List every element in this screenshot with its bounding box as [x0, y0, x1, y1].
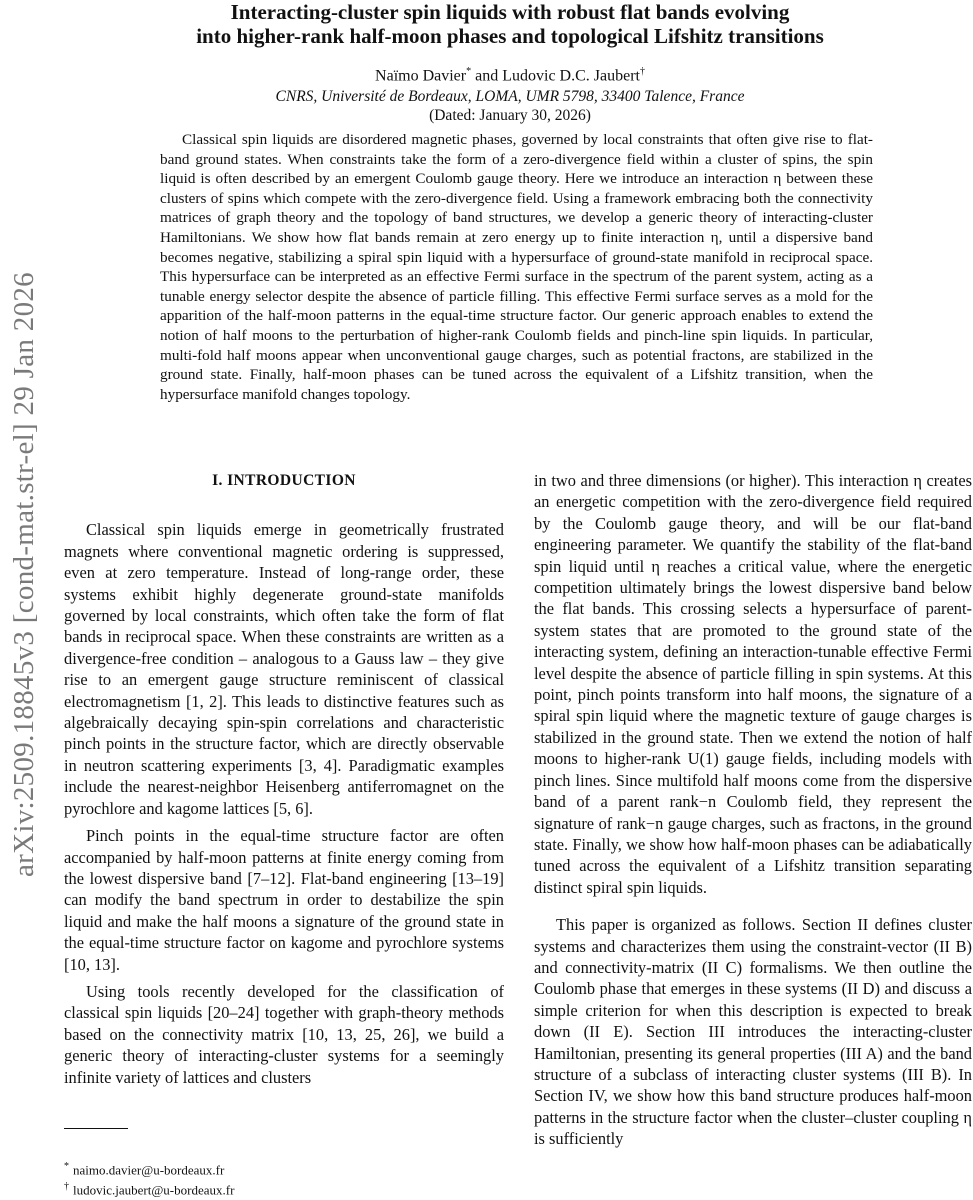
author-footnote-mark: * — [466, 66, 472, 77]
title-line-2: into higher-rank half-moon phases and topological Lifshitz transitions — [196, 24, 824, 48]
body-paragraph: in two and three dimensions (or higher). This interaction η creates an energetic competition with the zero-divergence field required by the Coulomb gauge theory, and will be our flat-band engineering parameter. We quantify the stability of the flat-band spin liquid until η reaches a critical value, where the energetic competition ultimately brings the lowest dispersive band below the flat bands. This crossing selects a hypersurface of parent-system states that are promoted to the ground state of the interacting system, defining an interaction-tunable effective Fermi level despite the absence of particle filling in spin systems. At this point, pinch points transform into half moons, the signature of a spiral spin liquid where the magnetic texture of gauge charges is stabilized in the ground state. Then we extend the notion of half moons to higher-rank U(1) gauge fields, including models with pinch lines. Since multifold half moons come from the dispersive band of a parent rank−n Coulomb field, they represent the signature of rank−n gauge charges, such as fractons, in the ground state. Finally, we show how half-moon phases can be adiabatically tuned across the equivalent of a Lifshitz transition separating distinct spiral spin liquids. — [534, 471, 972, 897]
abstract: Classical spin liquids are disordered magnetic phases, governed by local constraints that often give rise to flat-band ground states. When constraints take the form of a zero-divergence field within a cluster of spins, the spin liquid is often described by an emergent Coulomb gauge theory. Here we introduce an interaction η between these clusters of spins which compete with the zero-divergence field. Using a framework embracing both the connectivity matrices of graph theory and the topology of band structures, we develop a generic theory of interacting-cluster Hamiltonians. We show how flat bands remain at zero energy up to finite interaction η, until a dispersive band becomes negative, stabilizing a spiral spin liquid with a hypersurface of ground-state manifold in reciprocal space. This hypersurface can be interpreted as an effective Fermi surface in the spectrum of the parent system, acting as a tunable energy selector despite the absence of particle filling. This effective Fermi surface serves as a mold for the apparition of the half-moon patterns in the equal-time structure factor. Our generic approach enables to extend the notion of half moons to the perturbation of higher-rank Coulomb fields and pinch-line spin liquids. In particular, multi-fold half moons appear when unconventional gauge charges, such as potential fractons, are stabilized in the ground state. Finally, half-moon phases can be tuned across the equivalent of a Lifshitz transition, when the hypersurface manifold changes topology. — [160, 131, 873, 403]
author-footnote-mark: † — [639, 66, 645, 77]
footnote-item — [64, 1158, 504, 1178]
author-name: Naïmo Davier — [375, 67, 467, 85]
body-paragraph: Using tools recently developed for the classification of classical spin liquids [20–24] together with graph-theory methods based on the connectivity matrix [10, 13, 25, 26], we build a generic theory of interacting-cluster systems for a seemingly infinite variety of lattices and clusters — [64, 981, 504, 1087]
footnote-email[interactable]: ludovic.jaubert@u-bordeaux.fr — [73, 1182, 235, 1198]
footnotes — [64, 1158, 504, 1199]
author-name: Ludovic D.C. Jaubert — [502, 67, 640, 85]
arxiv-identifier-stamp: arXiv:2509.18845v3 [cond-mat.str-el] 29 Jan 2026 — [8, 272, 40, 877]
title-line-1: Interacting-cluster spin liquids with robust flat bands evolving — [230, 0, 790, 24]
paper-title — [110, 0, 910, 48]
right-column — [534, 470, 972, 1156]
footnote-item — [64, 1178, 504, 1198]
body-paragraph: Classical spin liquids emerge in geometrically frustrated magnets where conventional magnetic ordering is suppressed, even at zero temperature. Instead of long-range order, these systems exhibit highly degenerate ground-state manifolds governed by local constraints, which often take the form of flat bands in reciprocal space. When these constraints are written as a divergence-free condition – analogous to a Gauss law – they give rise to an emergent gauge structure reminiscent of classical electromagnetism [1, 2]. This leads to distinctive features such as algebraically decaying spin-spin correlations and characteristic pinch points in the structure factor, which are directly observable in neutron scattering experiments [3, 4]. Paradigmatic examples include the nearest-neighbor Heisenberg antiferromagnet on the pyrochlore and kagome lattices [5, 6]. — [64, 520, 504, 818]
body-paragraph: Pinch points in the equal-time structure factor are often accompanied by half-moon patterns at finite energy coming from the lowest dispersive band [7–12]. Flat-band engineering [13–19] can modify the band spectrum in order to destabilize the spin liquid and make the half moons a signature of the ground state in the equal-time structure factor on kagome and pyrochlore systems [10, 13]. — [64, 826, 504, 974]
left-column — [64, 470, 504, 1094]
date-line: (Dated: January 30, 2026) — [429, 107, 591, 124]
author-conjunction: and — [471, 67, 503, 85]
body-paragraph: This paper is organized as follows. Section II defines cluster systems and characterizes them using the constraint-vector (II B) and connectivity-matrix (II C) formalisms. We then outline the Coulomb phase that emerges in these systems (II D) and discuss a simple criterion for when this description is expected to break down (II E). Section III introduces the interacting-cluster Hamiltonian, presenting its general properties (III A) and the band structure of a subclass of interacting cluster systems (III B). In Section IV, we show how this band structure produces half-moon patterns in the structure factor when the cluster–cluster coupling η is sufficiently — [534, 915, 972, 1149]
footnote-rule — [64, 1128, 128, 1129]
affiliation: CNRS, Université de Bordeaux, LOMA, UMR 5798, 33400 Talence, France — [275, 88, 745, 105]
footnote-email[interactable]: naimo.davier@u-bordeaux.fr — [73, 1162, 225, 1178]
author-list — [110, 66, 910, 85]
footnote-mark: † — [64, 1181, 69, 1193]
section-heading: I. INTRODUCTION — [212, 472, 356, 489]
footnote-mark: * — [64, 1161, 69, 1172]
